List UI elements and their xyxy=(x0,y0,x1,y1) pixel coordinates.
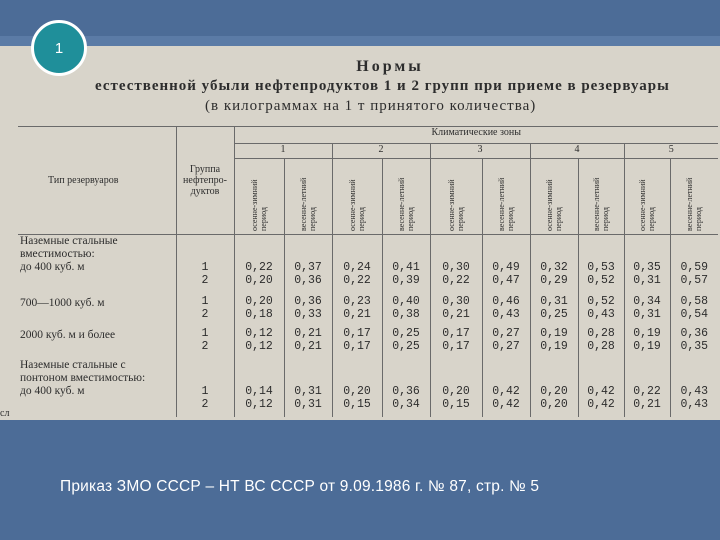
value-cell: 0,46 0,43 xyxy=(492,294,520,321)
value-cell: 0,27 0,27 xyxy=(492,326,520,353)
value-cell: 0,36 0,34 xyxy=(392,384,420,411)
row-label: 700—1000 куб. м xyxy=(20,296,105,309)
value-cell: 0,20 0,18 xyxy=(245,294,273,321)
period-label: весенне-летний период xyxy=(397,177,415,231)
row-label: Наземные стальные с понтоном вместимостью: до 400 куб. м xyxy=(20,358,146,397)
period-label: весенне-летний период xyxy=(497,177,515,231)
margin-note: сл xyxy=(0,408,10,419)
value-cell: 0,20 0,20 xyxy=(540,384,568,411)
value-cell: 0,30 0,22 xyxy=(442,261,470,287)
row-label: Наземные стальные вместимостью: до 400 куб. м xyxy=(20,235,118,273)
source-caption: Приказ ЗМО СССР – НТ ВС СССР от 9.09.1986 г. № 87, стр. № 5 xyxy=(60,478,540,495)
group-cell: 1 2 xyxy=(201,294,209,321)
period-label: весенне-летний период xyxy=(299,177,317,231)
table-row xyxy=(18,325,718,359)
period-header xyxy=(482,159,530,235)
value-cell: 0,24 0,22 xyxy=(343,261,371,287)
value-cell: 0,43 0,43 xyxy=(680,384,709,411)
value-cell: 0,40 0,38 xyxy=(392,294,420,321)
value-cell: 0,21 0,21 xyxy=(294,326,322,353)
period-label: весенне-летний период xyxy=(592,177,610,231)
value-cell: 0,34 0,31 xyxy=(633,294,661,321)
value-cell: 0,36 0,33 xyxy=(294,294,322,321)
group-cell: 1 2 xyxy=(201,384,209,411)
zone-header: 3 xyxy=(430,144,530,159)
value-cell: 0,17 0,17 xyxy=(442,326,470,353)
period-label: осенне-зимний период xyxy=(545,179,563,231)
value-cell: 0,32 0,29 xyxy=(540,261,568,287)
column-header-group: Группа нефтепро-дуктов xyxy=(183,164,227,197)
value-cell: 0,30 0,21 xyxy=(442,294,470,321)
value-cell: 0,25 0,25 xyxy=(392,326,420,353)
value-cell: 0,28 0,28 xyxy=(587,326,615,353)
period-header xyxy=(530,159,578,235)
zone-header: 1 xyxy=(234,144,332,159)
group-cell: 1 2 xyxy=(201,326,209,353)
period-label: осенне-зимний период xyxy=(348,179,366,231)
value-cell: 0,23 0,21 xyxy=(343,294,371,321)
value-cell: 0,19 0,19 xyxy=(540,326,568,353)
zone-header: 5 xyxy=(624,144,718,159)
period-label: весенне-летний период xyxy=(685,177,704,231)
value-cell: 0,35 0,31 xyxy=(633,261,661,287)
value-cell: 0,41 0,39 xyxy=(392,261,420,287)
value-cell: 0,31 0,31 xyxy=(294,384,322,411)
value-cell: 0,49 0,47 xyxy=(492,261,520,287)
document-title: Нормы xyxy=(356,58,424,75)
value-cell: 0,58 0,54 xyxy=(680,294,709,321)
period-header xyxy=(382,159,430,235)
value-cell: 0,22 0,20 xyxy=(245,261,273,287)
period-header xyxy=(332,159,382,235)
row-label: 2000 куб. м и более xyxy=(20,328,116,341)
table-row xyxy=(18,359,718,417)
value-cell: 0,20 0,15 xyxy=(343,384,371,411)
period-label: осенне-зимний период xyxy=(447,179,465,231)
value-cell: 0,22 0,21 xyxy=(633,384,661,411)
value-cell: 0,37 0,36 xyxy=(294,261,322,287)
group-cell: 1 2 xyxy=(201,261,209,287)
norms-table xyxy=(18,126,718,417)
climate-zones-header: Климатические зоны xyxy=(431,127,521,138)
value-cell: 0,19 0,19 xyxy=(633,326,661,353)
value-cell: 0,59 0,57 xyxy=(680,261,709,287)
zone-header: 4 xyxy=(530,144,624,159)
value-cell: 0,14 0,12 xyxy=(245,384,273,411)
column-header-type: Тип резервуаров xyxy=(48,175,119,186)
value-cell: 0,36 0,35 xyxy=(680,326,709,353)
value-cell: 0,12 0,12 xyxy=(245,326,273,353)
value-cell: 0,31 0,25 xyxy=(540,294,568,321)
value-cell: 0,42 0,42 xyxy=(587,384,615,411)
slide-number-badge: 1 xyxy=(31,20,87,76)
top-bar xyxy=(0,0,720,46)
period-header xyxy=(624,159,670,235)
period-header xyxy=(578,159,624,235)
period-header xyxy=(284,159,332,235)
period-header xyxy=(234,159,284,235)
value-cell: 0,53 0,52 xyxy=(587,261,615,287)
value-cell: 0,52 0,43 xyxy=(587,294,615,321)
period-header xyxy=(430,159,482,235)
top-bar-stripe xyxy=(0,36,720,46)
document-units: (в килограммах на 1 т принятого количества) xyxy=(205,98,537,114)
value-cell: 0,17 0,17 xyxy=(343,326,371,353)
value-cell: 0,42 0,42 xyxy=(492,384,520,411)
period-header xyxy=(670,159,718,235)
document-scan xyxy=(0,46,720,420)
document-subtitle: естественной убыли нефтепродуктов 1 и 2 групп при приеме в резервуары xyxy=(95,78,670,94)
period-label: осенне-зимний период xyxy=(250,179,268,231)
zone-header: 2 xyxy=(332,144,430,159)
period-label: осенне-зимний период xyxy=(638,179,656,231)
value-cell: 0,20 0,15 xyxy=(442,384,470,411)
table-row xyxy=(18,293,718,325)
table-row xyxy=(18,235,718,293)
